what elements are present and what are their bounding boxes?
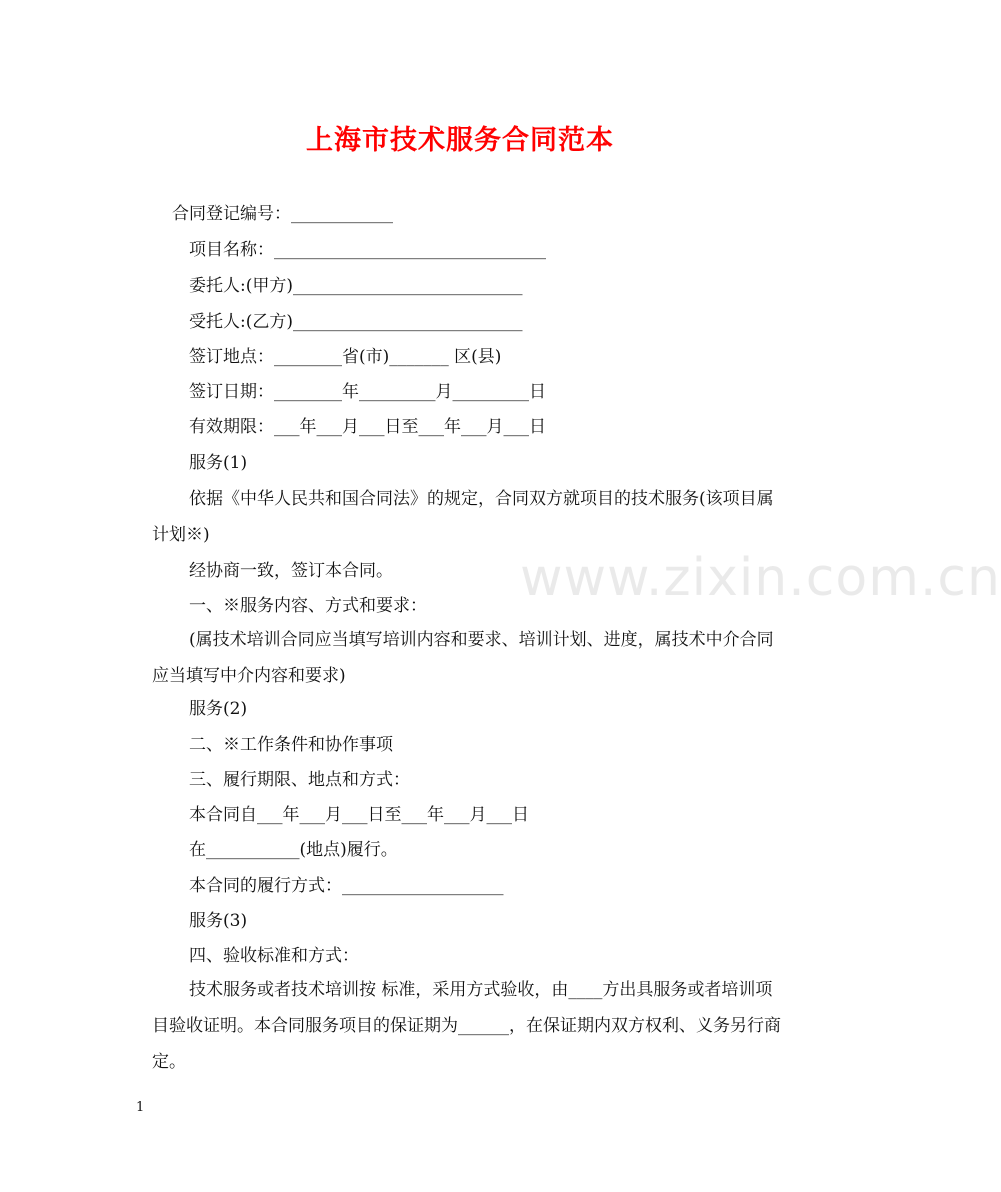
service-2-heading: 服务(2) [189,699,248,719]
registration-number-line: 合同登记编号：____________ [172,204,393,224]
document-title: 上海市技术服务合同范本 [306,125,614,156]
section-2-heading: 二、※工作条件和协作事项 [189,735,393,755]
service-3-heading: 服务(3) [189,911,248,931]
service-content-paragraph: (属技术培训合同应当填写培训内容和要求、培训计划、进度，属技术中介合同应当填写中介内容和要求) [152,630,774,686]
performance-place-line: 在___________(地点)履行。 [189,840,398,860]
validity-period-line: 有效期限：___年___月___日至___年___月___日 [189,417,546,437]
contractor-party-b-line: 受托人:(乙方)___________________________ [189,312,523,332]
agreement-line: 经协商一致，签订本合同。 [189,561,393,581]
signing-date-line: 签订日期：________年_________月_________日 [189,382,546,402]
acceptance-paragraph: 技术服务或者技术培训按 标准，采用方式验收，由____方出具服务或者培训项目验收证明。本合同服务项目的保证期为______，在保证期内双方权利、义务另行商定。 [152,980,781,1072]
section-3-heading: 三、履行期限、地点和方式： [189,770,410,790]
contract-period-line: 本合同自___年___月___日至___年___月___日 [189,805,529,825]
legal-basis-paragraph: 依据《中华人民共和国合同法》的规定，合同双方就项目的技术服务(该项目属 计划※) [152,489,774,545]
section-1-heading: 一、※服务内容、方式和要求： [189,596,427,616]
signing-place-line: 签订地点：________省(市)_______ 区(县) [189,347,502,367]
service-1-heading: 服务(1) [189,453,248,473]
section-4-heading: 四、验收标准和方式： [189,946,359,966]
watermark: www.zixin.com.cn [520,548,1001,608]
project-name-line: 项目名称：________________________________ [189,240,546,260]
page-number: 1 [136,1100,145,1115]
client-party-a-line: 委托人:(甲方)___________________________ [189,276,523,296]
performance-method-line: 本合同的履行方式：___________________ [189,876,504,896]
